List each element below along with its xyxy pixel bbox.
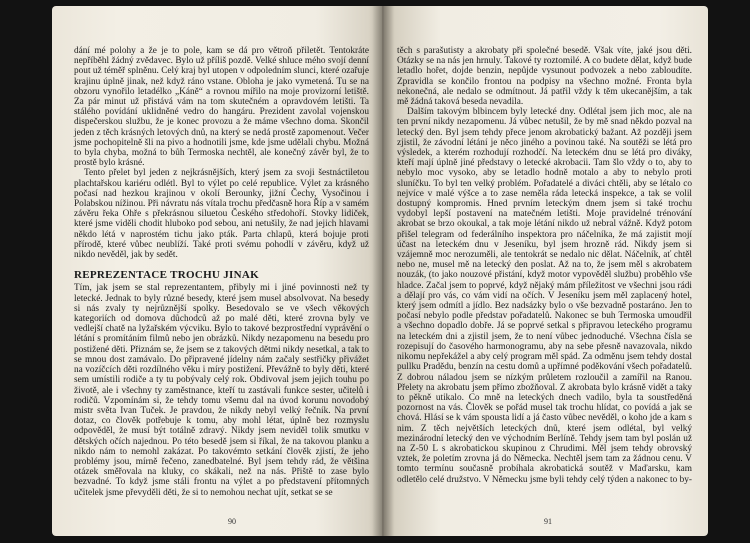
right-page-text (397, 46, 692, 485)
right-page-number: 91 (544, 517, 552, 526)
left-paragraph-1: dání mé polohy a že je to pole, kam se dá pro větroň přiletět. Tentokráte nepříběhl žádný zvědavec. Bylo už příliš pozdě. Velké shluce mého svojí denní pout už téměř splněnu. Celý kraj byl utopen v odpoledním slunci, které ozařuje krajinu úplně jinak, než když ráno vstane. Obloha je jako vymetená. Tu se na obzoru vynořilo letadélko „Káně“ a rovnou mířilo na moje provizorní letiště. Za pár minut už přistává vám na tom skutečném a opravdovém letišti. Ta stálého povídání uklidněné vedro do hangáru. Prezident zavolal vojenskou dispečerskou službu, že je konec provozu a že máme všechno doma. Skončil jeden z těch krásných letových dnů, na který se nedá prostě zapomenout. Večer jsme pochopitelně šli na pivo a hodnotili jsme, kde jsme udělali chybu. Možná to byla chyba, možná to bůh Termoska nechtěl, ale konečný závěr byl, že to prostě bylo krásné. (74, 46, 369, 169)
right-paragraph-2: Dalším takovým blbincem byly letecké dny. Odlétal jsem jich moc, ale na ten první nikdy nezapomenu. Já vůbec netušil, že by mě snad někdo pozval na letecký den. Byl jsem tehdy přece jenom akrobatický bažant. Až později jsem zjistil, že závodní létání je něco jiného a povinou také. Na soutěži se létá pro výsledek, a kterém rozhodují rozhodčí. Na leteckém dnu se létá pro diváky, kteří mají úplně jiné představy o letecké akrobacii. Tam šlo vždy o to, aby to nebylo moc vysoko, aby se letadlo hodně motalo a aby to nebylo proti sluníčku. To byl ten velký problém. Pořadatelé a diváci chtěli, aby se létalo co nejvíce v malé výšce a to zase neměla ráda letecká inspekce, a tak se volil dostupný kompromis. Hned prvním leteckým dnem jsem si také trochu vydobyl lepší postavení na matečném letišti. Moje pravidelné trénování akrobat se brzo okoukal, a tak moje létání nikdo už nebral vážně. Když potom přišel telegram od federálního inspektora pro náčelníka, že má zajistit mojí účast na leteckém dnu v Jeseníku, byl jsem hrozně rád. Nikdy jsem si vzájemně moc nerozuměli, ale tentokrát se nedalo nic dělat. Náčelník, ať chtěl nebo ne, musel mě na letecký den poslat. Až na to, že jsem měl s akrobatem nouzák, (to jako nouzové přistání, když motor vypověděl službu) proběhlo vše hladce. Začal jsem to poprvé, když nějaký mám příležitost ve všechni jsou rádi a dělají pro vás, co vám vidí na očích. V Jeseníku jsem měl zaplacený hotel, který jsem odmítl a jídlo. Bez nadsázky bylo o vše bezvadně postaráno. Jen to počasí nebylo podle představ pořadatelů. Nakonec se buh Termoska umoudřil a všechno dopadlo dobře. Já se poprvé setkal s připravou leteckého programu na leteckém dni a zjistil jsem, že to není vůbec jednoduché. Všechna čísla se rozepisují do časového harmonogramu, aby na sebe přesně navazovala, nikdo nikomu nepřekážel a aby celý program měl spád. Za odměnu jsem tehdy dostal pullku Pradědu, benzín na cestu domů a upřímné poděkování všech pořadatelů. Z dobrou náladou jsem se nízkým průletem rozloučil a zamířil na Ranou. Přelety na akrobatu jsem přímo zbožňoval. Z akrobata bylo krásně vidět a taky to pěkně utikalo. Co mně na leteckých dnech vadilo, byla ta soustředěná pozornost na vás. Člověk se pořád musel tak trochu hlídat, co povídá a jak se chová. Hlásí se k vám spousta lidí a já často vůbec nevěděl, o koho jde a kam s nim. Z těch největších leteckých dnů, které jsem odlétal, byl velký mezinárodní letecký den ve východním Berlíně. Tehdy jsem tam byl poslán už na Z-50 L s akrobatickou skupinou z Chrudimi. Měl jsem tehdy obrovský vztek, že poletím zrovna já do Německa. Nechtěl jsem tam za žádnou cenu. V tomto termínu současně probíhala akrobatická soutěž v Maďarsku, kam odletělo celé družstvo. V Německu jsme byli tehdy celý týden a nakonec to by- (397, 107, 693, 485)
right-page (382, 6, 708, 536)
left-page (52, 6, 382, 536)
chapter-heading: REPREZENTACE TROCHU JINAK (74, 269, 259, 282)
left-page-text (74, 46, 369, 498)
book-gutter (372, 6, 394, 536)
left-paragraph-2: Tento přelet byl jeden z nejkrásnějších, který jsem za svoji šestnáctiletou plachtařskou kariéru odlétl. Byl to výlet po celé republice. Výlet za krásného počasí nad hezkou krajinou v okolí Berounky, jižní Čechy, Vysočinou i Polabskou nížinou. Při návratu nás vítala trochu předčasně hora Říp a v samém závěru řeka Ohře s překrásnou siluetou Českého středohoří. Stovky lidiček, které jsme viděli chodit hluboko pod sebou, ani netušily, že nad jejich hlavami někdo létá v naprostém tichu jako pták. Parta chlapů, která bojuje proti přírodě, které vůbec neublíží. Také proti svému pohodlí v závěru, když už nikdo nevěděl, jak by sedět. (74, 168, 369, 261)
right-paragraph-1: těch s parašutisty a akrobaty při společné besedě. Však víte, jaké jsou děti. Otázky se na nás jen hrnuly. Takové ty roztomilé. A co budete dělat, když bude letadlo hořet, dojde benzin, nepůjde vysunout podvozek a nebo zabloudíte. Zpravidla se končilo frontou na podpisy na všechno možné. Fronta byla nekonečná, ale nedalo se odmítnout. Já patřil vždy k těm ukecanějším, a tak mě žádná taková beseda nevadila. (397, 46, 692, 108)
left-page-number: 90 (228, 517, 236, 526)
left-paragraph-3: Tím, jak jsem se stal reprezentantem, přibyly mi i jiné povinnosti než ty letecké. Jednak to byly různé besedy, které jsem musel absolvovat. Na besedy si nás zvaly ty nejrůznější spolky. Besedovalo se ve všech věkových kategoriích od domova důchodců až po malé děti, které zrovna byly ve vedlejší chatě na lyžařském výcviku. Bylo to takové bezprostřední vyprávění o létání s promítáním filmů nebo jen obrázků. Nikdy nezapomenu na besedu pro postižené děti. Přiznám se, že jsem se z takových dětmi nikdy nesetkal, a tak to se mnou dost zamávalo. Do připravené jídelny nám začaly sestřičky přivážet na vozíčcích děti rozdílného věku i míry postižení. Převážně to byly děti, které sem umístili rodiče a ty tu pobývaly celý rok. Obdivoval jsem jejich touhu po životě, ale i všechny ty zaměstnance, kteří tu zastávali funkce sester, učitelů i rodičů. Vzpomínám si, že tehdy tomu všemu dal na úvod korunu novodobý mistr světa Ivan Tuček. Je pravdou, že nikdy nebyl velký řečník. Na první dotaz, co člověk potřebuje k tomu, aby mohl létat, úplně bez rozmyslu odpověděl, že musí být totálně zdravý. Nikdy jsem neviděl tolik smutku v dětských očích najednou. Po této besedě jsem si říkal, že na takovou planku a nikdo nám to nemohl zakázat. Po takovémto setkání člověk zjistí, že jeho problémy jsou, mírně řečeno, zanedbatelné. Byl jsem tehdy rád, že většina otázek směřovala na kluky, co skákali, než na nás. Přiště to zase bylo bezvadné. To když jsme stáli frontu na výlet a po představení přítomných učitelek jsme převyděli děti, že si to nemohou nechat ujít, setkat se se (74, 283, 369, 498)
